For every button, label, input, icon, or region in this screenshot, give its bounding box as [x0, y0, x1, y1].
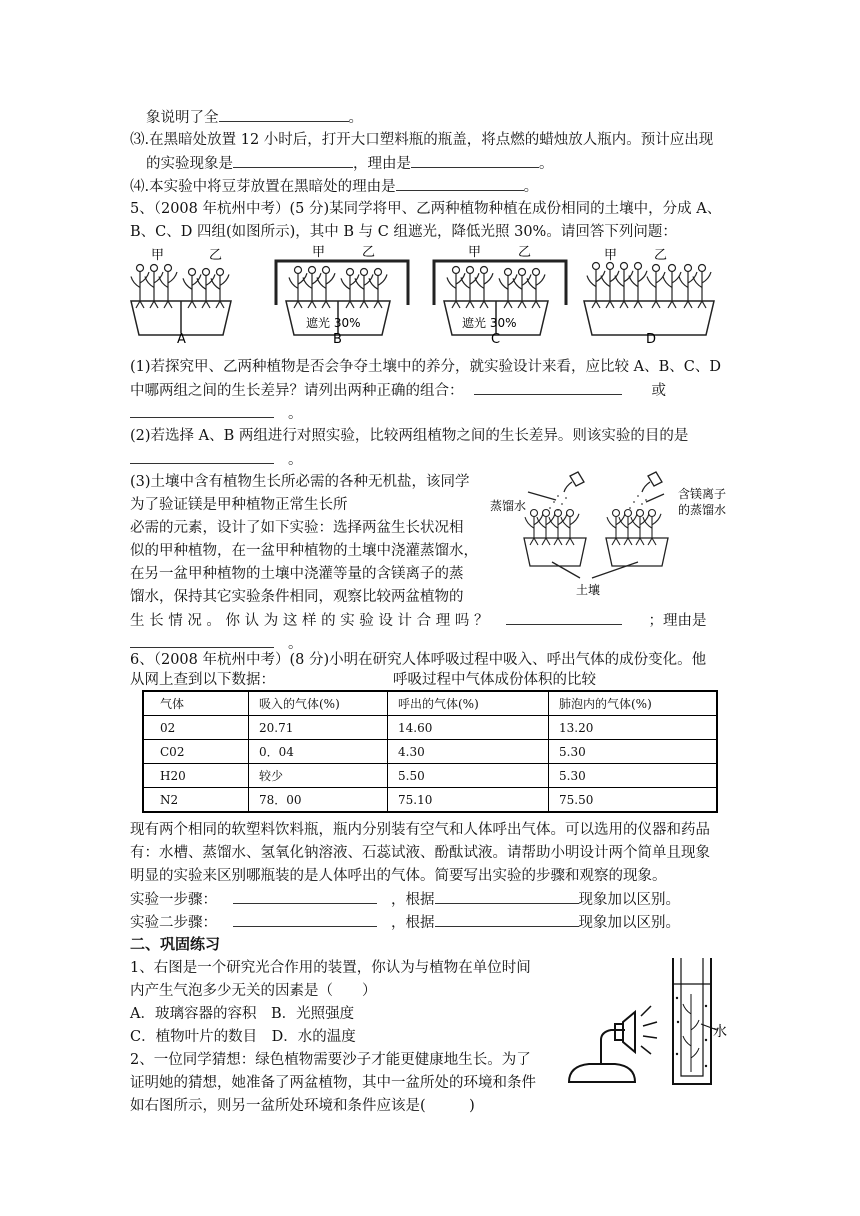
shade-label-b: 遮光 30%: [306, 316, 361, 330]
ex2-line1: 2、一位同学猜想：绿色植物需要沙子才能更健康地生长。为了: [130, 1052, 531, 1068]
flower-icon: [375, 269, 382, 276]
plant-illustration: [549, 514, 567, 545]
answer-blank[interactable]: [435, 912, 579, 927]
table-row: [143, 716, 717, 740]
flower-icon: [625, 510, 632, 517]
q6-line1: 6、（2008 年杭州中考）(8 分)小明在研究人体呼吸过程中吸入、呼出气体的成份变化。他: [130, 652, 707, 668]
flower-icon: [567, 510, 574, 517]
lamp-head: [623, 1012, 635, 1052]
label-mg-water-2: 的蒸馏水: [678, 503, 727, 517]
answer-blank[interactable]: [130, 633, 274, 648]
flower-icon: [519, 269, 526, 276]
plant-illustration: [303, 273, 321, 308]
group-label-d: D: [646, 332, 657, 347]
lamp-arm: [601, 1030, 625, 1064]
answer-blank[interactable]: [411, 153, 539, 168]
plant-illustration: [131, 271, 149, 308]
pot-d: [584, 301, 714, 335]
plant-illustration: [619, 514, 637, 545]
plant-illustration: [587, 269, 605, 308]
flower-icon: [361, 269, 368, 276]
table-cell: C02: [143, 740, 249, 764]
plant-illustration: [447, 273, 465, 308]
label-distilled-water: 蒸馏水: [490, 499, 527, 513]
q4-sub4: ⑷.本实验中将豆芽放置在黑暗处的理由是 。: [130, 176, 538, 197]
table-cell: N2: [143, 788, 249, 813]
plant-illustration: [607, 514, 625, 545]
table-header-cell: 气体: [143, 691, 249, 716]
nozzle-stem-left: [564, 482, 572, 492]
plant-illustration: [679, 271, 697, 308]
q5-part1-line2: 中哪两组之间的生长差异？请列出两种正确的组合： 或: [130, 380, 666, 401]
light-rays: [641, 1006, 657, 1054]
plant-illustration: [159, 271, 177, 308]
table-header-cell: 肺泡内的气体(%): [549, 691, 718, 716]
right-label-pointer: [646, 494, 664, 502]
answer-blank[interactable]: [474, 380, 622, 395]
plant-label-yi: 乙: [518, 245, 532, 260]
plant-illustration: [561, 514, 579, 545]
table-cell: 75.10: [388, 788, 549, 813]
flower-icon: [309, 267, 316, 274]
table-row: [143, 764, 717, 788]
table-row: [143, 788, 717, 813]
flower-icon: [217, 269, 224, 276]
plant-illustration: [145, 271, 163, 308]
plant-illustration: [211, 274, 229, 308]
flower-icon: [347, 269, 354, 276]
flower-icon: [165, 265, 172, 272]
table-cell: 20.71: [249, 716, 388, 740]
table-cell: 5.30: [549, 764, 718, 788]
ex2-line2: 证明她的猜想，她准备了两盆植物，其中一盆所处的环境和条件: [130, 1075, 536, 1091]
plant-illustration: [461, 273, 479, 308]
water-plant: [683, 994, 699, 1072]
q5-part3-line6: 馏水，保持其它实验条件相同，观察比较两盆植物的: [130, 589, 464, 605]
table-cell: 4.30: [388, 740, 549, 764]
q4-sub3-cont: 的实验现象是 ，理由是 。: [146, 153, 554, 174]
answer-blank[interactable]: [396, 176, 524, 191]
table-cell: H20: [143, 764, 249, 788]
plant-illustration: [369, 274, 387, 308]
q6-line2: 从网上查到以下数据： 呼吸过程中气体成份体积的比较: [130, 672, 596, 688]
ex1-options-ab: A．玻璃容器的容积 B．光照强度: [130, 1006, 355, 1022]
table-header-row: [143, 691, 717, 716]
flower-icon: [531, 510, 538, 517]
flower-icon: [699, 265, 706, 272]
answer-blank[interactable]: [233, 912, 377, 927]
q5-part3-line2: 为了验证镁是甲种植物正常生长所: [130, 497, 348, 513]
answer-blank[interactable]: [506, 610, 622, 625]
q5-part2-line2: 。: [130, 449, 303, 470]
answer-blank[interactable]: [219, 107, 349, 122]
flower-icon: [151, 265, 158, 272]
flower-icon: [593, 263, 600, 270]
plant-label-jia: 甲: [312, 245, 326, 260]
table-cell: 14.60: [388, 716, 549, 740]
plant-label-jia: 甲: [468, 245, 482, 260]
lamp-socket: [615, 1024, 623, 1040]
lamp-base: [569, 1064, 635, 1082]
flower-icon: [669, 265, 676, 272]
q4-line1: 象说明了全 。: [146, 107, 363, 128]
watering-figure: [488, 470, 744, 600]
flower-icon: [189, 269, 196, 276]
section-heading: 二、巩固练习: [130, 935, 221, 953]
group-label-a: A: [177, 332, 186, 347]
plant-illustration: [475, 273, 493, 308]
q5-part3-line4: 似的甲种植物，在一盆甲种植物的土壤中浇灌蒸馏水，: [130, 543, 478, 559]
plant-illustration: [693, 271, 711, 308]
flower-icon: [505, 269, 512, 276]
flower-icon: [467, 267, 474, 274]
ex2-line3: 如右图所示，则另一盆所处环境和条件应该是( ): [130, 1098, 475, 1114]
flower-icon: [613, 510, 620, 517]
ex1-line1: 1、右图是一个研究光合作用的装置，你认为与植物在单位时间: [130, 960, 531, 976]
answer-blank[interactable]: [233, 889, 377, 904]
flower-icon: [621, 263, 628, 270]
plant-illustration: [537, 514, 555, 545]
flower-icon: [635, 263, 642, 270]
table-header-cell: 吸入的气体(%): [249, 691, 388, 716]
plant-label-yi: 乙: [654, 248, 668, 263]
plant-illustration: [513, 274, 531, 308]
table-cell: 02: [143, 716, 249, 740]
table-header-cell: 呼出的气体(%): [388, 691, 549, 716]
flower-icon: [543, 510, 550, 517]
q5-part3-line7: 生 长 情 况 。 你 认 为 这 样 的 实 验 设 计 合 理 吗 ？ ；理由是: [130, 610, 706, 631]
plant-illustration: [499, 274, 517, 308]
table-cell: 78．00: [249, 788, 388, 813]
flower-icon: [481, 267, 488, 274]
nozzle-stem-right: [642, 482, 650, 492]
ex1-options-cd: C．植物叶片的数目 D．水的温度: [130, 1029, 356, 1045]
left-label-pointer: [528, 492, 556, 500]
label-mg-water-1: 含镁离子: [678, 487, 727, 501]
photosynthesis-apparatus-figure: [565, 954, 725, 1089]
plant-illustration: [183, 274, 201, 308]
q6-step1: 实验一步骤： ，根据 现象加以区别。: [130, 889, 680, 910]
plant-illustration: [527, 274, 545, 308]
flower-icon: [533, 269, 540, 276]
soil-pointer-lines: [552, 562, 638, 578]
plant-illustration: [643, 514, 661, 545]
plant-label-yi: 乙: [362, 245, 376, 260]
answer-blank[interactable]: [130, 403, 274, 418]
table-cell: 5.50: [388, 764, 549, 788]
table-cell: 13.20: [549, 716, 718, 740]
plant-illustration: [525, 514, 543, 545]
q5-line2: B、C、D 四组(如图所示)，其中 B 与 C 组遮光，降低光照 30%。请回答下列问题：: [130, 224, 677, 240]
table-cell: 0．04: [249, 740, 388, 764]
plant-illustration: [631, 514, 649, 545]
flower-icon: [137, 265, 144, 272]
plant-label-jia: 甲: [151, 248, 165, 263]
q4-sub3: ⑶.在黑暗处放置 12 小时后，打开大口塑料瓶的瓶盖，将点燃的蜡烛放人瓶内。预计应出现: [130, 132, 714, 148]
answer-blank[interactable]: [130, 449, 274, 464]
flower-icon: [649, 510, 656, 517]
plant-illustration: [197, 274, 215, 308]
flower-icon: [607, 263, 614, 270]
q6-step2: 实验二步骤： ，根据 现象加以区别。: [130, 912, 680, 933]
gas-composition-table: [142, 690, 718, 813]
label-water: 水: [713, 1024, 727, 1040]
flower-icon: [203, 269, 210, 276]
flower-icon: [685, 265, 692, 272]
table-cell: 较少: [249, 764, 388, 788]
plant-illustration: [341, 274, 359, 308]
plant-illustration: [317, 273, 335, 308]
plant-illustration: [663, 271, 681, 308]
plant-label-yi: 乙: [209, 248, 223, 263]
flower-icon: [323, 267, 330, 274]
inner-tube: [681, 958, 703, 1076]
group-label-c: C: [491, 332, 501, 347]
plant-illustration: [289, 273, 307, 308]
q5-part3-line1: (3)土壤中含有植物生长所必需的各种无机盐，该同学: [130, 474, 470, 490]
nozzle-right: [648, 472, 662, 486]
table-cell: 5.30: [549, 740, 718, 764]
plant-illustration: [647, 271, 665, 308]
flower-icon: [653, 265, 660, 272]
table-cell: 75.50: [549, 788, 718, 813]
answer-blank[interactable]: [435, 889, 579, 904]
q5-part3-line3: 必需的元素，设计了如下实验：选择两盆生长状况相: [130, 520, 464, 536]
q5-part3-line8: 。: [130, 633, 303, 654]
group-label-b: B: [333, 332, 342, 347]
table-title: 呼吸过程中气体成份体积的比较: [393, 672, 596, 688]
ex1-line2: 内产生气泡多少无关的因素是（ ）: [130, 983, 377, 999]
q5-part3-line5: 在另一盆甲种植物的土壤中浇灌等量的含镁离子的蒸: [130, 566, 464, 582]
plant-illustration: [355, 274, 373, 308]
label-soil: 土壤: [576, 583, 601, 597]
q5-line1: 5、（2008 年杭州中考）(5 分)某同学将甲、乙两种植物种植在成份相同的土壤中，分成 A、: [130, 201, 722, 217]
flower-icon: [637, 510, 644, 517]
q6-line3: 现有两个相同的软塑料饮料瓶，瓶内分别装有空气和人体呼出气体。可以选用的仪器和药品: [130, 822, 710, 838]
q6-line4: 有：水槽、蒸馏水、氢氧化钠溶液、石蕊试液、酚酞试液。请帮助小明设计两个简单且现象: [130, 845, 710, 861]
q5-part2-line1: (2)若选择 A、B 两组进行对照实验，比较两组植物之间的生长差异。则该实验的目的是: [130, 428, 689, 444]
plant-label-jia: 甲: [604, 248, 618, 263]
plant-groups-figure: [126, 243, 726, 348]
answer-blank[interactable]: [233, 153, 353, 168]
shade-label-c: 遮光 30%: [462, 316, 517, 330]
flower-icon: [295, 267, 302, 274]
flower-icon: [453, 267, 460, 274]
q5-part1-line1: (1)若探究甲、乙两种植物是否会争夺土壤中的养分，就实验设计来看，应比较 A、B、C、D: [130, 359, 721, 375]
table-row: [143, 740, 717, 764]
q6-line5: 明显的实验来区别哪瓶装的是人体呼出的气体。简要写出实验的步骤和观察的现象。: [130, 868, 667, 884]
q5-part1-line3: 。: [130, 403, 303, 424]
nozzle-left: [570, 472, 584, 486]
